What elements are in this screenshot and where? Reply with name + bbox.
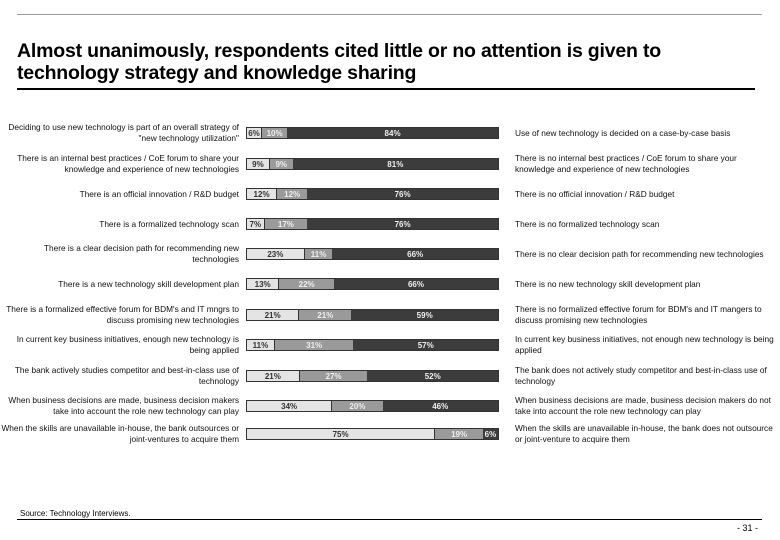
bar-segment-1 bbox=[247, 219, 265, 229]
left-statement: There is an official innovation / R&D budget bbox=[79, 188, 239, 199]
data-label: 23% bbox=[267, 249, 284, 259]
data-label: 81% bbox=[387, 159, 404, 169]
left-statement: There is a new technology skill development plan bbox=[58, 278, 239, 289]
bar-segment-1 bbox=[247, 371, 300, 381]
data-label: 11% bbox=[310, 249, 327, 259]
left-statement: There is a formalized technology scan bbox=[99, 218, 239, 229]
bar-segment-2 bbox=[305, 249, 333, 259]
bar-segment-3 bbox=[307, 189, 498, 199]
data-label: 19% bbox=[451, 429, 468, 439]
data-label: 75% bbox=[332, 429, 349, 439]
bar-segment-2 bbox=[299, 310, 351, 320]
bar-segment-1 bbox=[247, 279, 279, 289]
bar-segment-1 bbox=[247, 310, 299, 320]
bar-segment-3 bbox=[293, 159, 498, 169]
right-statement: There is no internal best practices / CoE forum to share your knowledge and experience of new technologies bbox=[515, 153, 737, 174]
left-statement: In current key business initiatives, enough new technology is being applied bbox=[16, 334, 239, 355]
bar-segment-2 bbox=[277, 189, 307, 199]
data-label: 9% bbox=[252, 159, 264, 169]
bar-segment-1 bbox=[247, 189, 277, 199]
bar-segment-1 bbox=[247, 401, 332, 411]
bar-segment-2 bbox=[275, 340, 354, 350]
bar-segment-2 bbox=[265, 219, 308, 229]
data-label: 20% bbox=[349, 401, 366, 411]
data-label: 10% bbox=[266, 128, 283, 138]
data-label: 66% bbox=[407, 279, 424, 289]
bar-segment-2 bbox=[332, 401, 382, 411]
data-label: 6% bbox=[484, 429, 497, 439]
data-label: 11% bbox=[252, 340, 269, 350]
left-statement: When business decisions are made, business decision makers take into account the role new technology can play bbox=[8, 395, 239, 416]
bar-segment-1 bbox=[247, 128, 262, 138]
data-label: 31% bbox=[306, 340, 323, 350]
bar-segment-3 bbox=[334, 279, 498, 289]
right-statement: There is no formalized effective forum for BDM's and IT mangers to discuss promising new technologies bbox=[515, 304, 762, 325]
data-label: 46% bbox=[432, 401, 449, 411]
bar-segment-1 bbox=[247, 429, 435, 439]
stacked-bar bbox=[246, 309, 499, 321]
data-label: 22% bbox=[298, 279, 315, 289]
data-label: 9% bbox=[275, 159, 287, 169]
bottom-rule bbox=[17, 519, 762, 520]
bar-segment-3 bbox=[353, 340, 498, 350]
top-rule bbox=[17, 14, 762, 15]
left-statement: There is a clear decision path for recommending new technologies bbox=[43, 243, 239, 264]
bar-segment-3 bbox=[307, 219, 498, 229]
left-statement: When the skills are unavailable in-house, the bank outsources or joint-ventures to acquire them bbox=[1, 423, 239, 444]
right-statement: In current key business initiatives, not enough new technology is being applied bbox=[515, 334, 774, 355]
bar-segment-2 bbox=[279, 279, 334, 289]
stacked-bar bbox=[246, 278, 499, 290]
stacked-bar bbox=[246, 158, 499, 170]
stacked-bar bbox=[246, 400, 499, 412]
data-label: 27% bbox=[325, 371, 342, 381]
title-underline bbox=[17, 88, 755, 90]
data-label: 21% bbox=[317, 310, 334, 320]
right-statement: There is no official innovation / R&D budget bbox=[515, 188, 675, 199]
right-statement: The bank does not actively study competitor and best-in-class use of technology bbox=[515, 365, 767, 386]
left-statement: The bank actively studies competitor and best-in-class use of technology bbox=[14, 365, 239, 386]
right-statement: When the skills are unavailable in-house, the bank does not outsource or joint-venture to acquire them bbox=[515, 423, 773, 444]
right-statement: When business decisions are made, business decision makers do not take into account the role new technology can play bbox=[515, 395, 771, 416]
data-label: 76% bbox=[394, 219, 411, 229]
bar-segment-2 bbox=[262, 128, 287, 138]
stacked-bar bbox=[246, 370, 499, 382]
bar-segment-3 bbox=[287, 128, 498, 138]
stacked-bar bbox=[246, 127, 499, 139]
stacked-bar bbox=[246, 339, 499, 351]
bar-segment-3 bbox=[332, 249, 498, 259]
stacked-bar bbox=[246, 188, 499, 200]
data-label: 84% bbox=[384, 128, 401, 138]
data-label: 17% bbox=[277, 219, 294, 229]
data-label: 21% bbox=[264, 371, 281, 381]
left-statement: Deciding to use new technology is part of an overall strategy of "new technology utilization" bbox=[8, 122, 239, 143]
right-statement: There is no clear decision path for recommending new technologies bbox=[515, 248, 764, 259]
stacked-bar bbox=[246, 248, 499, 260]
bar-segment-1 bbox=[247, 249, 305, 259]
data-label: 12% bbox=[284, 189, 301, 199]
bar-segment-2 bbox=[300, 371, 368, 381]
right-statement: There is no new technology skill development plan bbox=[515, 278, 701, 289]
data-label: 52% bbox=[424, 371, 441, 381]
bar-segment-2 bbox=[270, 159, 293, 169]
data-label: 13% bbox=[254, 279, 271, 289]
data-label: 21% bbox=[264, 310, 281, 320]
bar-segment-3 bbox=[483, 429, 498, 439]
bar-segment-3 bbox=[367, 371, 498, 381]
data-label: 34% bbox=[281, 401, 298, 411]
left-statement: There is a formalized effective forum for BDM's and IT mngrs to discuss promising new technologies bbox=[6, 304, 239, 325]
data-label: 7% bbox=[249, 219, 262, 229]
data-label: 57% bbox=[417, 340, 434, 350]
bar-segment-1 bbox=[247, 159, 270, 169]
left-statement: There is an internal best practices / CoE forum to share your knowledge and experience of new technologies bbox=[17, 153, 239, 174]
data-label: 66% bbox=[407, 249, 424, 259]
slide-title: Almost unanimously, respondents cited little or no attention is given to technology strategy and knowledge sharing bbox=[17, 40, 661, 84]
stacked-bar bbox=[246, 218, 499, 230]
bar-segment-3 bbox=[351, 310, 498, 320]
source-note: Source: Technology Interviews. bbox=[20, 509, 131, 518]
bar-segment-3 bbox=[383, 401, 498, 411]
data-label: 12% bbox=[253, 189, 270, 199]
stacked-bar bbox=[246, 428, 499, 440]
page-number: - 31 - bbox=[736, 523, 758, 533]
right-statement: There is no formalized technology scan bbox=[515, 218, 660, 229]
bar-segment-2 bbox=[435, 429, 483, 439]
data-label: 59% bbox=[416, 310, 433, 320]
data-label: 6% bbox=[248, 128, 260, 138]
right-statement: Use of new technology is decided on a case-by-case basis bbox=[515, 127, 731, 138]
bar-segment-1 bbox=[247, 340, 275, 350]
data-label: 76% bbox=[394, 189, 411, 199]
